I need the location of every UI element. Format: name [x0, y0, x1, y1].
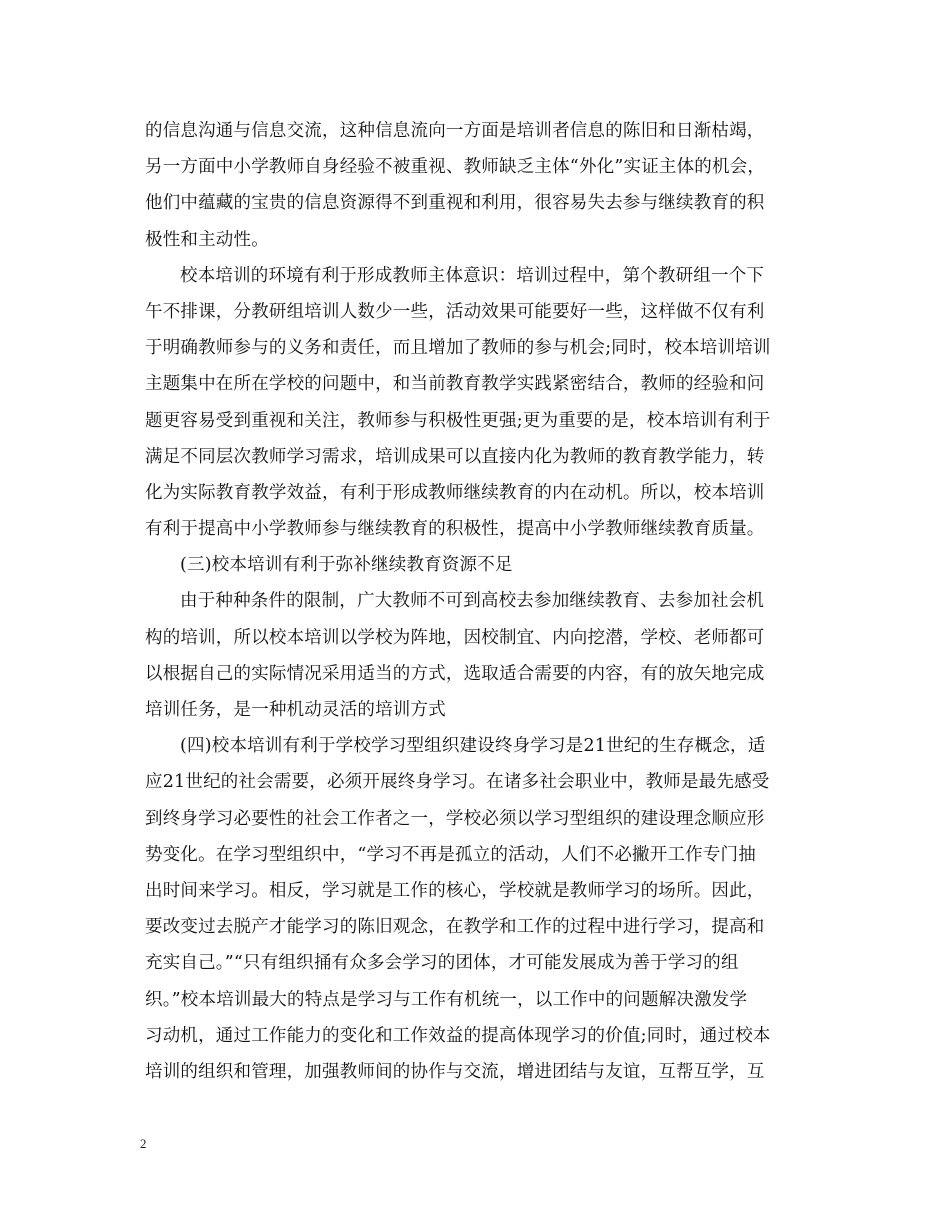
text-line: 主题集中在所在学校的问题中，和当前教育教学实践紧密结合，教师的经验和问 [145, 374, 765, 395]
text-line: 构的培训，所以校本培训以学校为阵地，因校制宜、内向挖潜，学校、老师都可 [145, 627, 765, 648]
text-line: 化为实际教育教学效益，有利于形成教师继续教育的内在动机。所以，校本培训 [145, 482, 765, 503]
body-text [145, 113, 815, 1090]
text-line: 培训的组织和管理，加强教师间的协作与交流，增进团结与友谊，互帮互学，互 [145, 1061, 765, 1082]
section-heading: (三)校本培训有利于弥补继续教育资源不足 [180, 555, 513, 576]
text-line: 出时间来学习。相反，学习就是工作的核心，学校就是教师学习的场所。因此， [145, 880, 765, 901]
paragraph-first-line: 由于种种条件的限制，广大教师不可到高校去参加继续教育、去参加社会机 [180, 591, 765, 612]
text-line: 以根据自己的实际情况采用适当的方式，选取适合需要的内容，有的放矢地完成 [145, 663, 765, 684]
text-line: 满足不同层次教师学习需求，培训成果可以直接内化为教师的教育教学能力，转 [145, 446, 765, 467]
section-heading: (四)校本培训有利于学校学习型组织建设终身学习是21世纪的生存概念，适 [180, 736, 766, 757]
text-line: 充实自己。”“只有组织捅有众多会学习的团体，才可能发展成为善于学习的组 [145, 953, 739, 974]
text-line: 到终身学习必要性的社会工作者之一，学校必须以学习型组织的建设理念顺应形 [145, 808, 765, 829]
page-number: 2 [140, 1136, 147, 1151]
text-line: 应21世纪的社会需要，必须开展终身学习。在诸多社会职业中，教师是最先感受 [145, 772, 770, 793]
text-line: 织。”校本培训最大的特点是学习与工作有机统一，以工作中的问题解决激发学 [145, 989, 748, 1010]
text-line: 习动机，通过工作能力的变化和工作效益的提高体现学习的价值;同时，通过校本 [145, 1025, 771, 1046]
text-line: 培训任务，是一种机动灵活的培训方式 [145, 700, 446, 720]
text-line: 的信息沟通与信息交流，这种信息流向一方面是培训者信息的陈旧和日渐枯竭， [145, 121, 765, 141]
text-line: 题更容易受到重视和关注，教师参与积极性更强;更为重要的是，校本培训有利于 [145, 410, 771, 431]
paragraph-first-line: 校本培训的环境有利于形成教师主体意识：培训过程中，第个教研组一个下 [180, 265, 765, 286]
text-line: 势变化。在学习型组织中，“学习不再是孤立的活动，人们不必撇开工作专门抽 [145, 844, 756, 865]
text-line: 极性和主动性。 [145, 229, 269, 250]
text-line: 他们中蕴藏的宝贵的信息资源得不到重视和利用，很容易失去参与继续教育的积 [145, 193, 765, 214]
text-line: 于明确教师参与的义务和责任，而且增加了教师的参与机会;同时，校本培训培训 [145, 338, 771, 359]
text-line: 有利于提高中小学教师参与继续教育的积极性，提高中小学教师继续教育质量。 [145, 519, 765, 540]
text-line: 午不排课，分教研组培训人数少一些，活动效果可能要好一些，这样做不仅有利 [145, 301, 765, 322]
text-line: 另一方面中小学教师自身经验不被重视、教师缺乏主体“外化”实证主体的机会， [145, 157, 766, 178]
text-line: 要改变过去脱产才能学习的陈旧观念，在教学和工作的过程中进行学习，提高和 [145, 917, 765, 938]
